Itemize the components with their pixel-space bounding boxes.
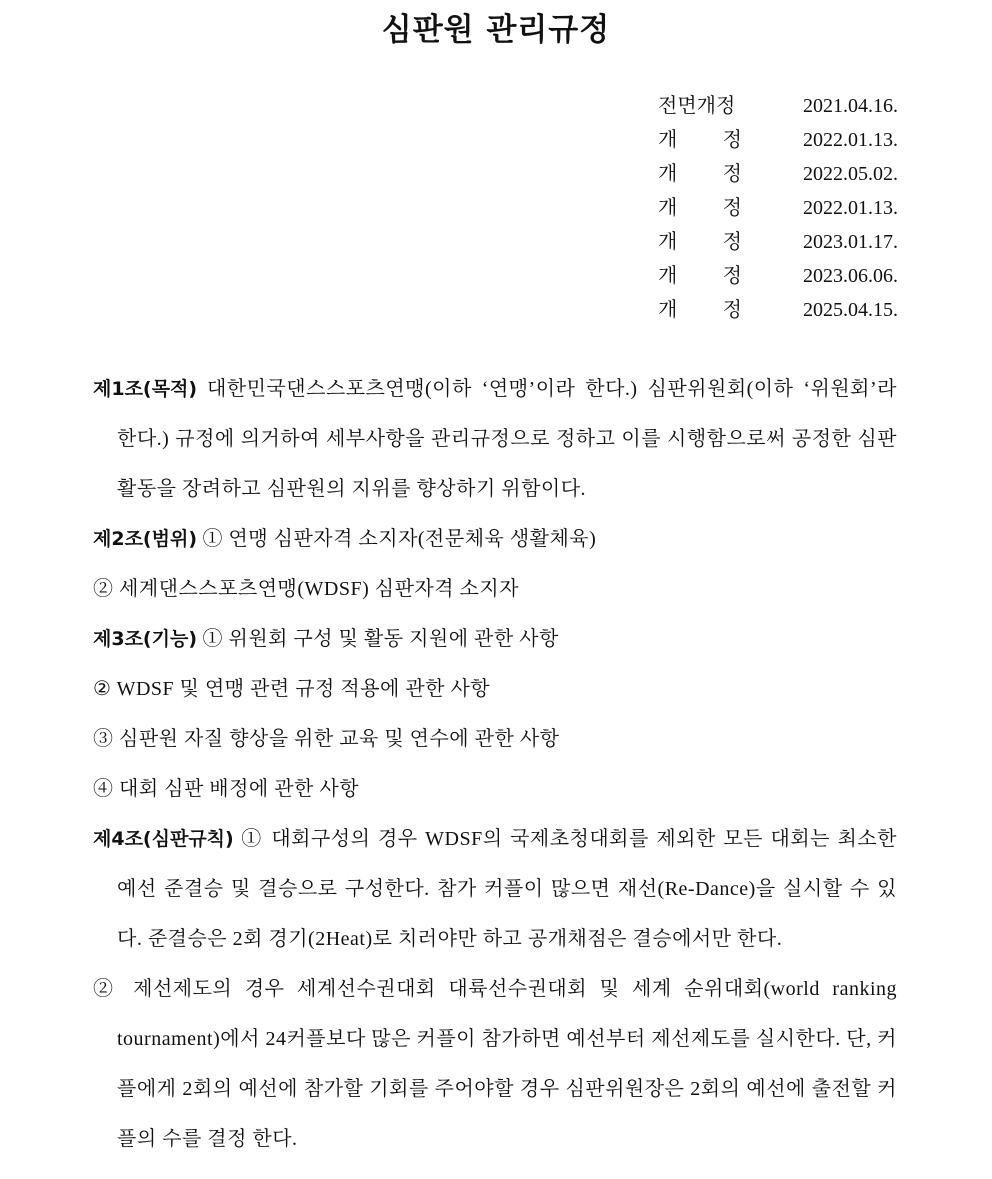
revision-date: 2023.06.06.	[803, 265, 898, 287]
revision-date: 2025.04.15.	[803, 299, 898, 321]
revision-row	[658, 228, 898, 262]
revision-label: 개 정	[658, 197, 742, 219]
revision-row	[658, 92, 898, 126]
article-item: ① 위원회 구성 및 활동 지원에 관한 사항	[197, 628, 559, 650]
revision-row	[658, 296, 898, 330]
revision-label: 전면개정	[658, 95, 736, 117]
revision-row	[658, 160, 898, 194]
revision-row	[658, 262, 898, 296]
article-3-item-2	[93, 664, 897, 714]
revision-label: 개 정	[658, 163, 742, 185]
article-heading: 제2조(범위)	[93, 528, 198, 550]
article-item: ② WDSF 및 연맹 관련 규정 적용에 관한 사항	[93, 678, 491, 700]
article-item: ① 대회구성의 경우 WDSF의 국제초청대회를 제외한 모든 대회는 최소한 예선 준결승 및 결승으로 구성한다. 참가 커플이 많으면 재선(Re-Dance)을 실시할 수 있다. 준결승은 2회 경기(2Heat)로 치러야만 하고 공개채점은 결승에서만 한다.	[117, 828, 897, 950]
article-heading: 제1조(목적)	[93, 378, 198, 400]
article-item: ① 연맹 심판자격 소지자(전문체육 생활체육)	[197, 528, 597, 550]
article-heading: 제4조(심판규칙)	[93, 828, 234, 850]
revision-label: 개 정	[658, 265, 742, 287]
article-item: ② 제선제도의 경우 세계선수권대회 대륙선수권대회 및 세계 순위대회(world ranking tournament)에서 24커플보다 많은 커플이 참가하면 예선부터 제선제도를 실시한다. 단, 커플에게 2회의 예선에 참가할 기회를 주어야할 경우 심판위원장은 2회의 예선에 출전할 커플의 수를 결정 한다.	[93, 978, 897, 1150]
revision-date: 2023.01.17.	[803, 231, 898, 253]
article-3-item-3	[93, 714, 897, 764]
revision-date: 2022.05.02.	[803, 163, 898, 185]
revision-label: 개 정	[658, 231, 742, 253]
article-item: ② 세계댄스스포츠연맹(WDSF) 심판자격 소지자	[93, 578, 520, 600]
regulation-body	[93, 364, 897, 1164]
document-title: 심판원 관리규정	[381, 12, 611, 48]
article-heading: 제3조(기능)	[93, 628, 198, 650]
article-3	[93, 614, 897, 664]
revision-label: 개 정	[658, 299, 742, 321]
revision-label: 개 정	[658, 129, 742, 151]
article-item: ③ 심판원 자질 향상을 위한 교육 및 연수에 관한 사항	[93, 728, 560, 750]
revision-date: 2021.04.16.	[803, 95, 898, 117]
article-3-item-4	[93, 764, 897, 814]
article-item: ④ 대회 심판 배정에 관한 사항	[93, 778, 360, 800]
revision-row	[658, 194, 898, 228]
revision-date: 2022.01.13.	[803, 129, 898, 151]
revision-history	[658, 92, 898, 330]
article-text: 대한민국댄스스포츠연맹(이하 ‘연맹’이라 한다.) 심판위원회(이하 ‘위원회’라 한다.) 규정에 의거하여 세부사항을 관리규정으로 정하고 이를 시행함으로써 공정한 심판활동을 장려하고 심판원의 지위를 향상하기 위함이다.	[117, 378, 897, 500]
article-2-item-2	[93, 564, 897, 614]
revision-date: 2022.01.13.	[803, 197, 898, 219]
article-2	[93, 514, 897, 564]
revision-row	[658, 126, 898, 160]
article-1	[93, 364, 897, 514]
article-4	[93, 814, 897, 964]
article-4-item-2	[93, 964, 897, 1164]
